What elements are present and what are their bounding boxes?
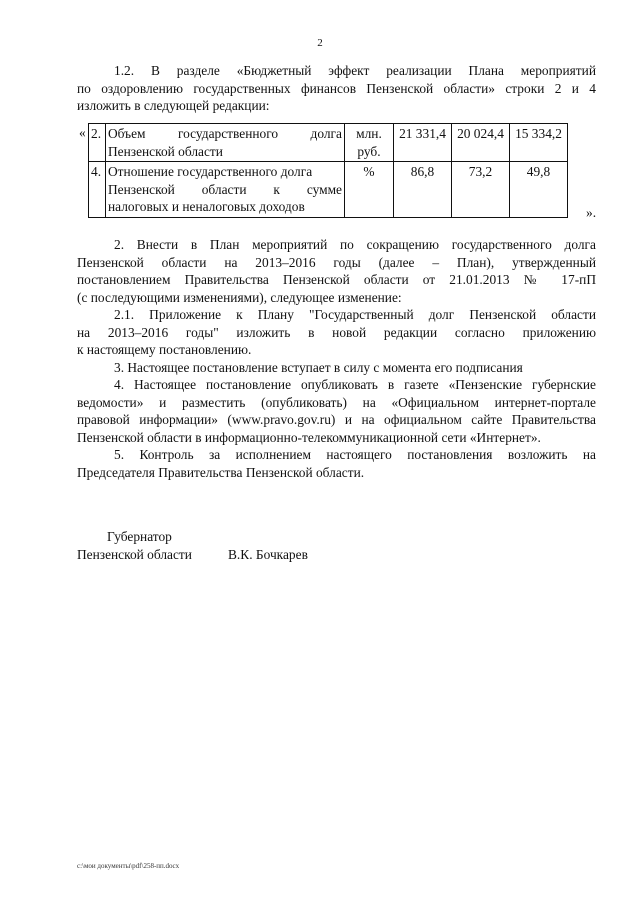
row-name-line: налоговых и неналоговых доходов xyxy=(108,199,305,214)
table-row xyxy=(89,162,568,218)
text-line: на 2013–2016 годы" изложить в новой редакции согласно приложению xyxy=(77,324,596,340)
row-unit xyxy=(345,124,394,162)
text-line: изложить в следующей редакции: xyxy=(77,98,270,114)
row-number: 2. xyxy=(89,124,106,162)
budget-effect-table xyxy=(88,123,568,218)
row-unit-line: руб. xyxy=(357,143,381,159)
row-name-line: Объем государственного долга xyxy=(108,126,342,141)
file-path-footer: c:\мои документы\pdf\258-пп.docx xyxy=(77,862,180,870)
row-name-line: Отношение государственного долга xyxy=(108,164,313,179)
row-unit-line: млн. xyxy=(356,126,382,141)
value-cell: 20 024,4 xyxy=(452,124,510,162)
text-line: 2. Внести в План мероприятий по сокращению государственного долга xyxy=(114,237,596,252)
paragraph-4 xyxy=(77,376,596,446)
text-line: 2.1. Приложение к Плану "Государственный долг Пензенской области xyxy=(114,307,596,322)
text-line: к настоящему постановлению. xyxy=(77,342,252,358)
intro-paragraph xyxy=(77,62,596,115)
value-cell: 15 334,2 xyxy=(510,124,568,162)
row-name-line: Пензенской области к сумме xyxy=(108,181,342,197)
value-cell: 49,8 xyxy=(510,162,568,218)
row-name xyxy=(106,162,345,218)
page-number: 2 xyxy=(317,37,323,49)
row-unit: % xyxy=(345,162,394,218)
open-quote: « xyxy=(79,125,86,140)
paragraph-5 xyxy=(77,446,596,481)
table-row xyxy=(89,124,568,162)
text-line: 1.2. В разделе «Бюджетный эффект реализации Плана мероприятий xyxy=(114,63,596,78)
text-line: по оздоровлению государственных финансов Пензенской области» строки 2 и 4 xyxy=(77,80,596,96)
paragraph-2 xyxy=(77,236,596,306)
signature-title: Губернатор xyxy=(107,529,172,544)
paragraph-2-1 xyxy=(77,306,596,359)
close-quote: ». xyxy=(586,205,597,220)
text-line: Председателя Правительства Пензенской области. xyxy=(77,464,365,480)
text-line: Пензенской области на 2013–2016 годы (далее – План), утвержденный xyxy=(77,254,596,270)
value-cell: 21 331,4 xyxy=(394,124,452,162)
text-line: постановлением Правительства Пензенской области от 21.01.2013 № 17-пП xyxy=(77,272,596,288)
text-line: ведомости» и разместить (опубликовать) на «Официальном интернет-портале xyxy=(77,394,596,410)
row-number: 4. xyxy=(89,162,106,218)
text-line: правовой информации» (www.pravo.gov.ru) и на официальном сайте Правительства xyxy=(77,412,596,428)
signature-region: Пензенской области xyxy=(77,547,192,562)
row-name xyxy=(106,124,345,162)
signature-name: В.К. Бочкарев xyxy=(228,547,308,562)
paragraph-3 xyxy=(77,359,596,377)
text-line: Пензенской области в информационно-телекоммуникационной сети «Интернет». xyxy=(77,429,541,445)
text-line: 4. Настоящее постановление опубликовать в газете «Пензенские губернские xyxy=(114,377,596,392)
text-line: 5. Контроль за исполнением настоящего постановления возложить на xyxy=(114,447,596,462)
value-cell: 73,2 xyxy=(452,162,510,218)
text-line: (с последующими изменениями), следующее изменение: xyxy=(77,289,402,305)
text-line: 3. Настоящее постановление вступает в силу с момента его подписания xyxy=(114,360,523,375)
value-cell: 86,8 xyxy=(394,162,452,218)
row-name-line: Пензенской области xyxy=(108,143,223,159)
